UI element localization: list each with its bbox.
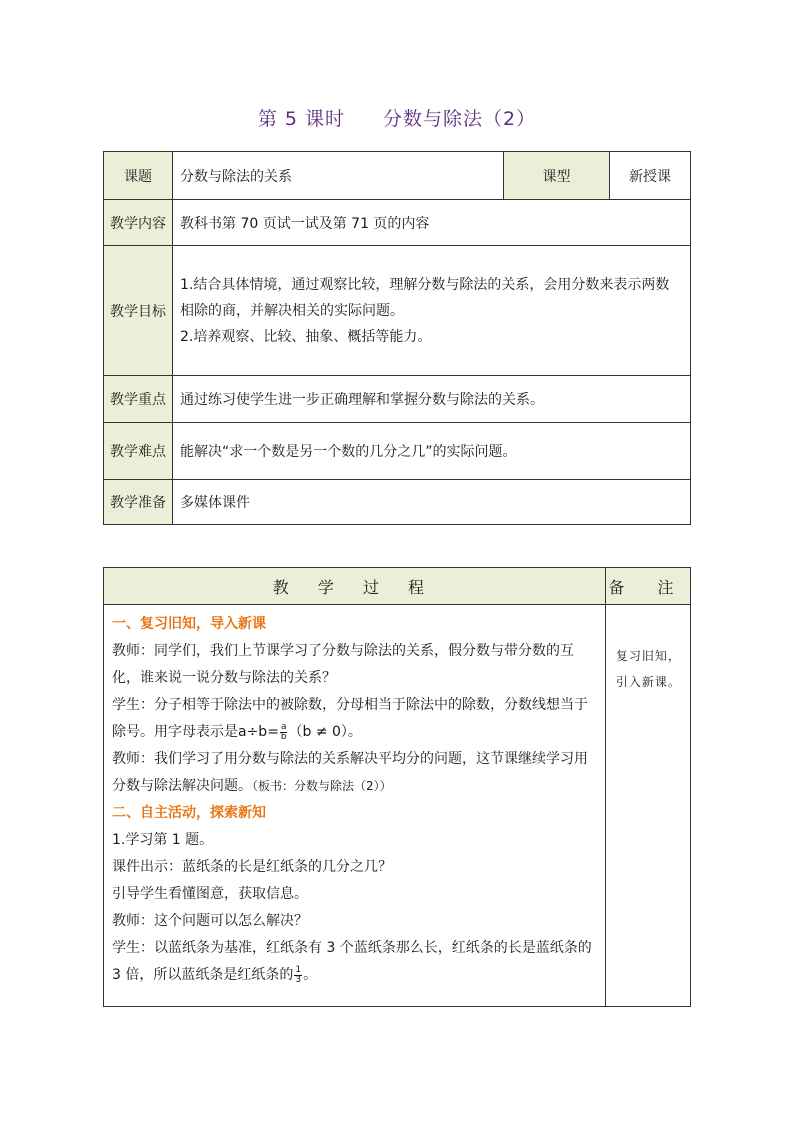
type-label: 课型 [504,152,610,200]
lesson-info-table [103,151,691,525]
goals-row [104,246,691,376]
paragraph-teacher-1: 教师：同学们，我们上节课学习了分数与除法的关系，假分数与带分数的互化，谁来说一说分数与除法的关系？ [112,643,574,686]
paragraph-teacher-3: 教师：这个问题可以怎么解决？ [112,913,308,929]
process-content [104,605,606,1007]
lesson-name: 分数与除法（2） [383,108,537,130]
topic-value: 分数与除法的关系 [173,152,504,200]
note-line-1: 复习旧知， [615,649,681,663]
paragraph-courseware: 课件出示：蓝纸条的长是红纸条的几分之几？ [112,859,392,875]
board-note: （板书：分数与除法（2）） [252,779,392,793]
difficulty-row [104,423,691,480]
goal-item-1: 1.结合具体情境，通过观察比较，理解分数与除法的关系，会用分数来表示两数相除的商，并解决相关的实际问题。 [180,276,670,319]
fraction-numerator: a [280,721,287,732]
teacher-text: 教师：我们学习了用分数与除法的关系解决平均分的问题，这节课继续学习用分数与除法解决问题。 [112,751,588,794]
goals-value [173,246,691,376]
section-heading-2: 二、自主活动，探索新知 [112,805,266,821]
lesson-title [0,104,794,131]
process-body-row [104,605,691,1007]
notes-content [605,605,690,1007]
paragraph-student-2 [112,935,597,989]
formula-fraction [280,723,288,742]
answer-denominator: 3 [295,974,302,985]
prep-row [104,480,691,525]
prep-value: 多媒体课件 [173,480,691,525]
difficulty-label: 教学难点 [104,423,173,480]
note-line-2: 引入新课。 [615,675,681,689]
lesson-number: 第 5 课时 [257,108,346,130]
goals-label: 教学目标 [104,246,173,376]
key-label: 教学重点 [104,376,173,423]
goal-item-2: 2.培养观察、比较、抽象、概括等能力。 [180,328,432,345]
section-heading-1: 一、复习旧知，导入新课 [112,616,266,632]
notes-header: 备 注 [605,568,690,605]
teaching-process-table [103,567,691,1007]
process-header-row [104,568,691,605]
answer-fraction [294,966,302,985]
content-value: 教科书第 70 页试一试及第 71 页的内容 [173,200,691,246]
type-value: 新授课 [610,152,691,200]
paragraph-guide: 引导学生看懂图意，获取信息。 [112,886,308,902]
content-row [104,200,691,246]
topic-label: 课题 [104,152,173,200]
process-header: 教 学 过 程 [104,568,606,605]
prep-label: 教学准备 [104,480,173,525]
student-text: 学生：分子相等于除法中的被除数，分母相当于除法中的除数，分数线想当于除号。用字母表示是 [112,697,588,740]
fraction-denominator: b [280,731,287,742]
difficulty-value: 能解决“求一个数是另一个数的几分之几”的实际问题。 [173,423,691,480]
formula-left: a÷b= [238,724,279,740]
key-value: 通过练习使学生进一步正确理解和掌握分数与除法的关系。 [173,376,691,423]
answer-numerator: 1 [295,964,302,975]
topic-row [104,152,691,200]
content-label: 教学内容 [104,200,173,246]
paragraph-student-1 [112,692,597,746]
paragraph-teacher-2 [112,746,597,800]
key-row [104,376,691,423]
student-answer-text: 学生：以蓝纸条为基准，红纸条有 3 个蓝纸条那么长，红纸条的长是蓝纸条的 3 倍，所以蓝纸条是红纸条的 [112,940,592,983]
formula-right: （b ≠ 0）。 [288,724,362,740]
paragraph-item-1: 1.学习第 1 题。 [112,832,214,848]
answer-end: 。 [303,967,318,983]
